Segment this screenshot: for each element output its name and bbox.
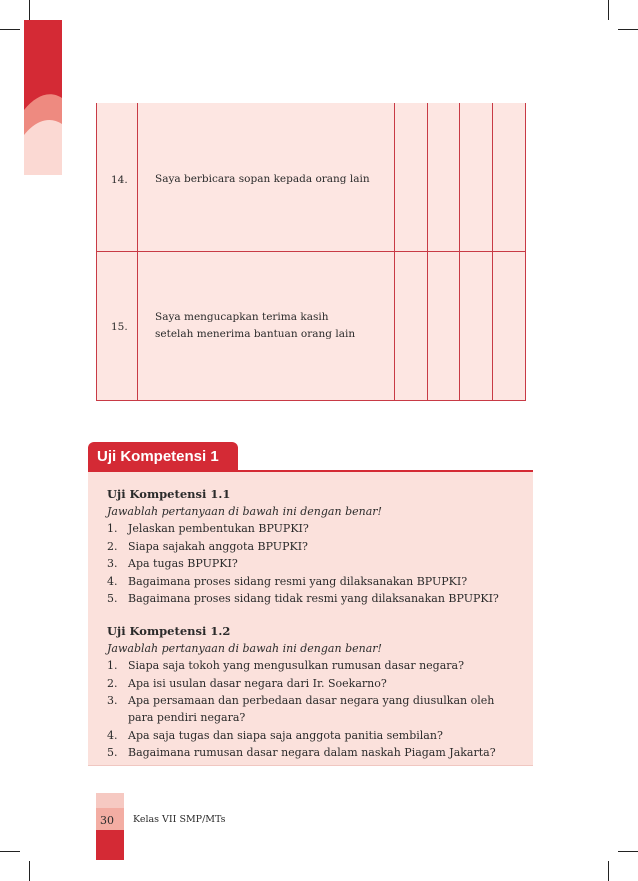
section-title: Uji Kompetensi 1.1 [107,487,231,501]
question-number: 1. [107,522,118,535]
book-label: Kelas VII SMP/MTs [133,814,226,825]
question-text: Siapa sajakah anggota BPUPKI? [128,540,308,553]
footer-bar-segment [96,830,124,860]
crop-mark [618,851,638,852]
section-tab-label: Uji Kompetensi 1 [97,448,219,465]
question-number: 3. [107,557,118,570]
footer-bar-segment [96,793,124,808]
question-text: Apa tugas BPUPKI? [128,557,238,570]
row-number: 14. [111,174,128,186]
row-statement: setelah menerima bantuan orang lain [155,328,356,340]
page-number: 30 [100,814,114,827]
table-divider [97,251,525,252]
row-number: 15. [111,321,128,333]
question-number: 5. [107,746,118,759]
crop-mark [0,851,20,852]
crop-mark [618,29,638,30]
crop-mark [0,29,20,30]
question-text: Siapa saja tokoh yang mengusulkan rumusan dasar negara? [128,659,464,672]
attitude-table [96,103,526,401]
question-text: Apa persamaan dan perbedaan dasar negara yang diusulkan oleh [128,694,495,707]
question-number: 5. [107,592,118,605]
question-text: Bagaimana rumusan dasar negara dalam naskah Piagam Jakarta? [128,746,496,759]
crop-mark [29,0,30,20]
crop-mark [608,861,609,881]
question-text: Bagaimana proses sidang tidak resmi yang dilaksanakan BPUPKI? [128,592,499,605]
decorative-ribbon [24,20,62,175]
question-text: para pendiri negara? [128,711,246,724]
question-number: 3. [107,694,118,707]
question-number: 2. [107,540,118,553]
section-title: Uji Kompetensi 1.2 [107,624,231,638]
question-number: 4. [107,575,118,588]
question-text: Jelaskan pembentukan BPUPKI? [128,522,309,535]
question-text: Bagaimana proses sidang resmi yang dilaksanakan BPUPKI? [128,575,468,588]
section-instruction: Jawablah pertanyaan di bawah ini dengan benar! [107,642,382,655]
crop-mark [29,861,30,881]
question-text: Apa saja tugas dan siapa saja anggota panitia sembilan? [128,729,443,742]
row-statement: Saya mengucapkan terima kasih [155,311,329,323]
question-number: 2. [107,677,118,690]
question-number: 1. [107,659,118,672]
section-instruction: Jawablah pertanyaan di bawah ini dengan benar! [107,505,382,518]
section-tab [88,442,238,472]
row-statement: Saya berbicara sopan kepada orang lain [155,173,370,185]
question-text: Apa isi usulan dasar negara dari Ir. Soekarno? [128,677,387,690]
crop-mark [608,0,609,20]
question-number: 4. [107,729,118,742]
